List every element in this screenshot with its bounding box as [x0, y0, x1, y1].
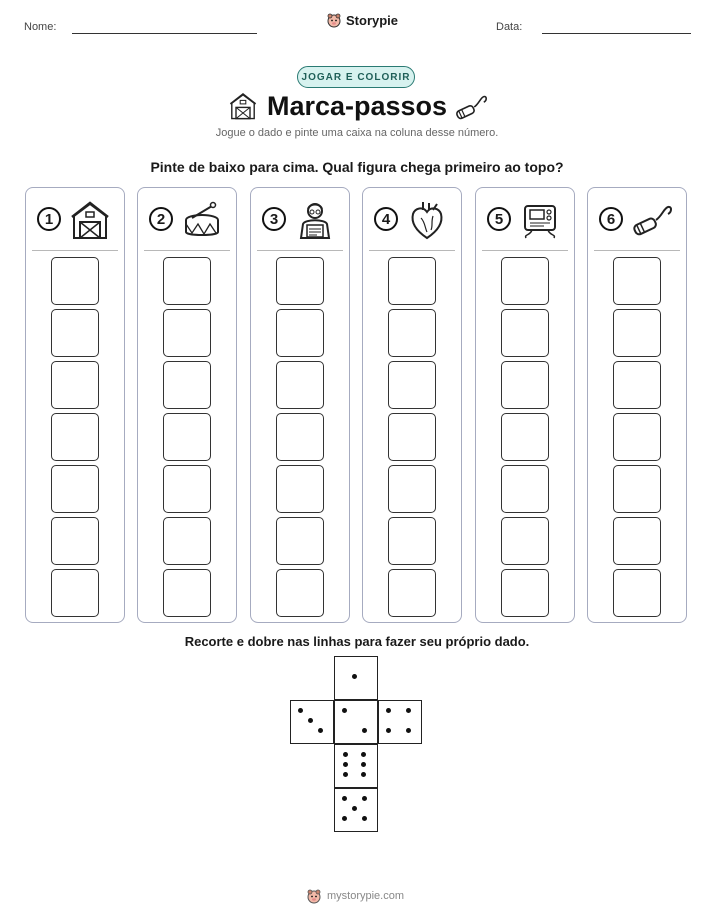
pip: [343, 752, 348, 757]
pip: [361, 772, 366, 777]
pacemaker-lead-icon: [455, 94, 487, 120]
color-box[interactable]: [501, 257, 549, 305]
die-face-5: [334, 788, 378, 832]
brand-name: Storypie: [346, 12, 399, 28]
pip: [318, 728, 323, 733]
color-box[interactable]: [613, 361, 661, 409]
column-divider: [144, 250, 230, 251]
color-box[interactable]: [388, 569, 436, 617]
color-box[interactable]: [276, 517, 324, 565]
pip: [308, 718, 313, 723]
color-box[interactable]: [51, 413, 99, 461]
pip: [342, 816, 347, 821]
column-divider: [32, 250, 118, 251]
color-box[interactable]: [163, 309, 211, 357]
pip: [386, 728, 391, 733]
color-box[interactable]: [276, 569, 324, 617]
column-divider: [257, 250, 343, 251]
color-box[interactable]: [163, 413, 211, 461]
footer: [306, 888, 404, 904]
footer-url[interactable]: mystorypie.com: [327, 890, 405, 902]
pip: [362, 796, 367, 801]
column-divider: [482, 250, 568, 251]
color-box[interactable]: [276, 361, 324, 409]
pip: [362, 728, 367, 733]
pip: [343, 772, 348, 777]
die-face-3: [290, 700, 334, 744]
color-box[interactable]: [51, 465, 99, 513]
color-box[interactable]: [51, 257, 99, 305]
color-box[interactable]: [613, 413, 661, 461]
color-box[interactable]: [163, 361, 211, 409]
subtitle: Jogue o dado e pinte uma caixa na coluna desse número.: [215, 127, 499, 139]
color-box[interactable]: [276, 413, 324, 461]
pip: [361, 752, 366, 757]
die-face-1: [334, 656, 378, 700]
color-box[interactable]: [51, 517, 99, 565]
column-number: 6: [599, 207, 623, 231]
color-box[interactable]: [388, 517, 436, 565]
date-line[interactable]: [542, 33, 691, 34]
name-label: Nome:: [24, 21, 57, 33]
column-2: [137, 187, 237, 623]
pip: [342, 796, 347, 801]
column-4: [362, 187, 462, 623]
color-box[interactable]: [163, 517, 211, 565]
pip: [406, 708, 411, 713]
drum-icon: [182, 200, 222, 240]
storypie-mascot-icon: [326, 12, 342, 28]
page-title: Marca-passos: [266, 91, 448, 121]
barn-icon: [70, 200, 110, 240]
color-box[interactable]: [163, 257, 211, 305]
color-box[interactable]: [51, 309, 99, 357]
color-box[interactable]: [613, 257, 661, 305]
instruction: Pinte de baixo para cima. Qual figura chega primeiro ao topo?: [150, 159, 564, 175]
die-face-2: [334, 700, 378, 744]
color-box[interactable]: [276, 257, 324, 305]
pip: [298, 708, 303, 713]
column-5: [475, 187, 575, 623]
color-box[interactable]: [613, 569, 661, 617]
color-box[interactable]: [501, 569, 549, 617]
storypie-mascot-icon: [306, 888, 322, 904]
color-box[interactable]: [51, 361, 99, 409]
pip: [352, 806, 357, 811]
column-1: [25, 187, 125, 623]
color-box[interactable]: [501, 361, 549, 409]
pip: [361, 762, 366, 767]
color-box[interactable]: [388, 257, 436, 305]
color-box[interactable]: [276, 309, 324, 357]
column-6: [587, 187, 687, 623]
color-box[interactable]: [613, 517, 661, 565]
brand-logo: [326, 12, 398, 28]
dice-instruction: Recorte e dobre nas linhas para fazer seu próprio dado.: [184, 634, 530, 649]
color-box[interactable]: [163, 569, 211, 617]
pip: [386, 708, 391, 713]
name-line[interactable]: [72, 33, 257, 34]
color-box[interactable]: [276, 465, 324, 513]
pip: [352, 674, 357, 679]
column-number: 2: [149, 207, 173, 231]
pip: [406, 728, 411, 733]
heart-icon: [407, 200, 447, 240]
color-box[interactable]: [388, 465, 436, 513]
color-box[interactable]: [51, 569, 99, 617]
color-box[interactable]: [163, 465, 211, 513]
pip: [362, 816, 367, 821]
activity-badge: JOGAR E COLORIR: [297, 66, 415, 88]
column-number: 1: [37, 207, 61, 231]
color-box[interactable]: [388, 309, 436, 357]
pacemaker-lead-icon: [632, 200, 672, 240]
column-number: 3: [262, 207, 286, 231]
dice-net[interactable]: [290, 656, 424, 834]
pip: [343, 762, 348, 767]
column-divider: [369, 250, 455, 251]
color-box[interactable]: [388, 361, 436, 409]
color-box[interactable]: [613, 309, 661, 357]
die-face-6: [334, 744, 378, 788]
column-number: 4: [374, 207, 398, 231]
color-box[interactable]: [388, 413, 436, 461]
pip: [342, 708, 347, 713]
die-face-4: [378, 700, 422, 744]
color-box[interactable]: [501, 413, 549, 461]
pacemaker-device-icon: [520, 200, 560, 240]
date-label: Data:: [496, 21, 523, 33]
doctor-icon: [295, 200, 335, 240]
column-divider: [594, 250, 680, 251]
column-number: 5: [487, 207, 511, 231]
color-box[interactable]: [613, 465, 661, 513]
color-box[interactable]: [501, 465, 549, 513]
color-box[interactable]: [501, 517, 549, 565]
column-3: [250, 187, 350, 623]
color-box[interactable]: [501, 309, 549, 357]
